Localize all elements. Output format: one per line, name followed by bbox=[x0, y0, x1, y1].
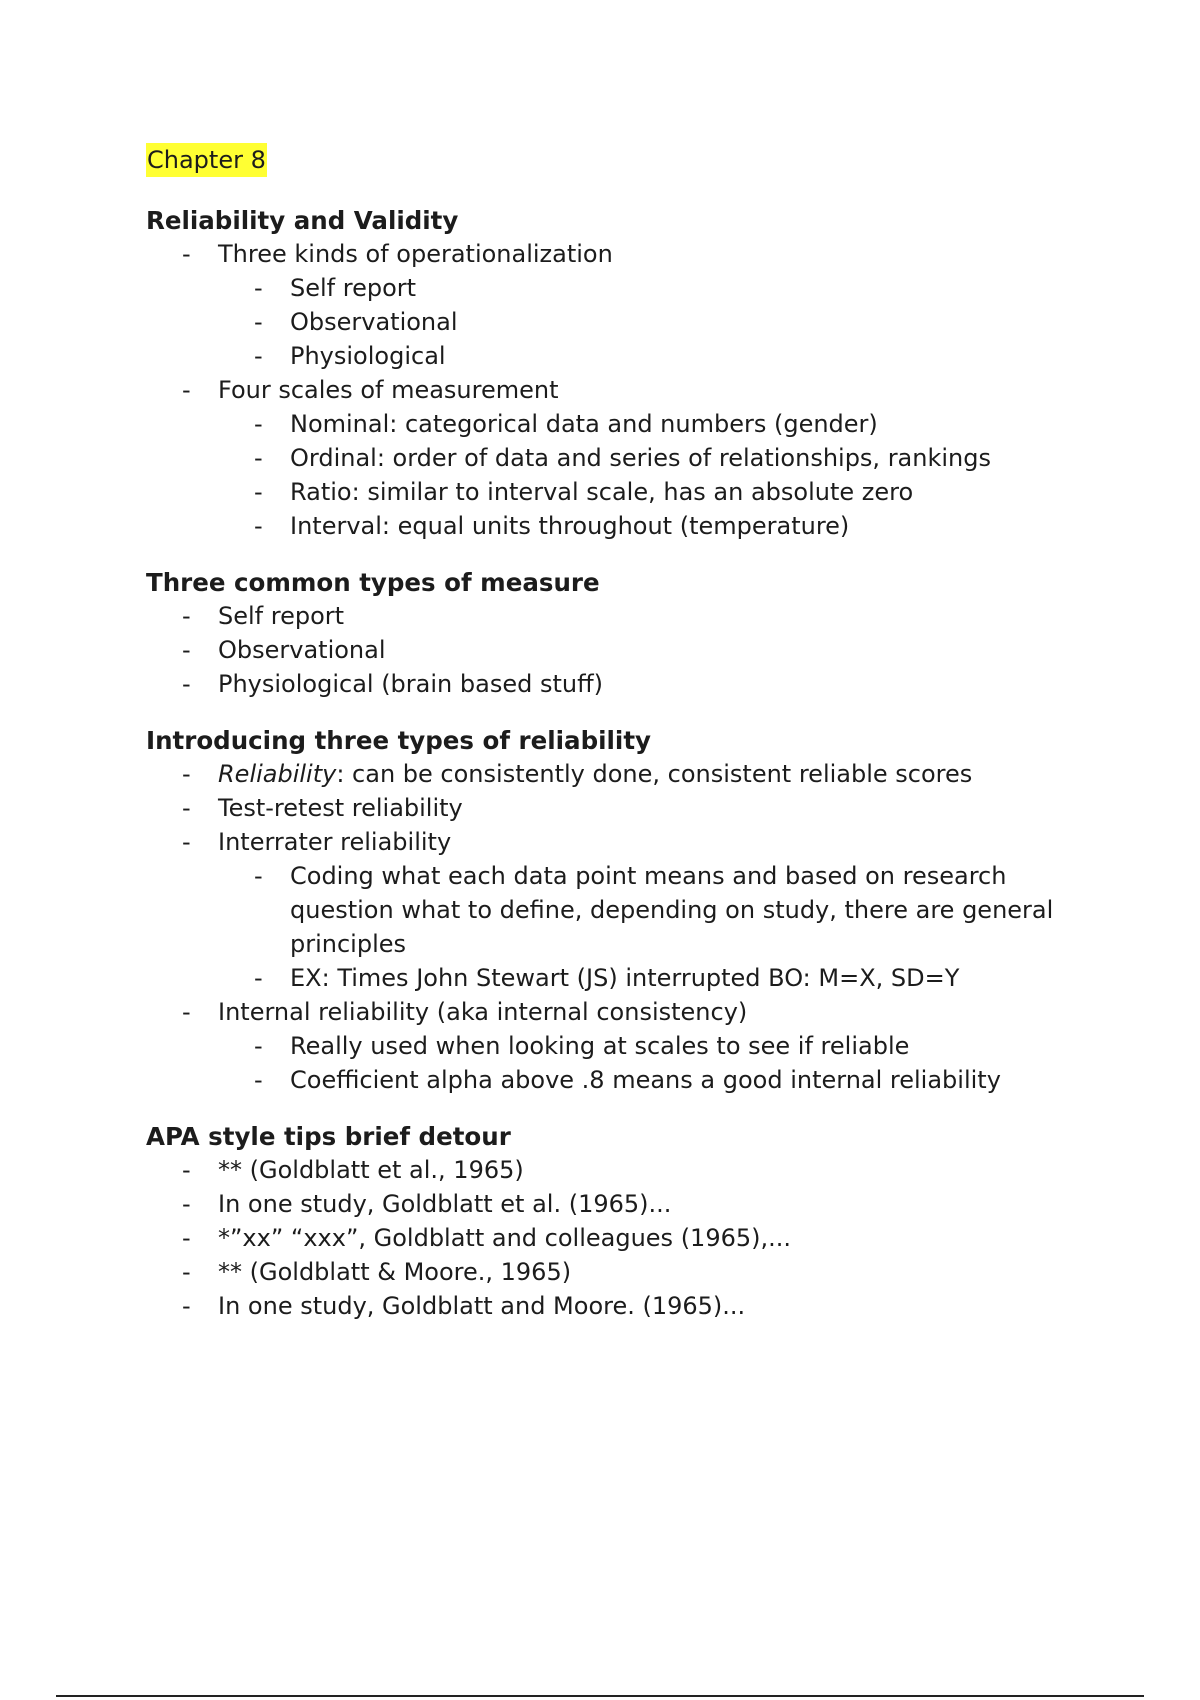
sub-list-item bbox=[146, 961, 1086, 995]
section bbox=[146, 725, 1086, 1097]
list-item-text: Physiological bbox=[290, 342, 446, 370]
list-item-text: Self report bbox=[290, 274, 417, 302]
list-item bbox=[146, 1187, 1086, 1221]
sub-list-item bbox=[146, 859, 1086, 961]
list-item bbox=[146, 1153, 1086, 1187]
sub-list-item bbox=[146, 305, 1086, 339]
document-page bbox=[146, 143, 1086, 1323]
chapter-label: Chapter 8 bbox=[146, 143, 267, 177]
list-item-text: Test-retest reliability bbox=[218, 794, 463, 822]
sub-list-item bbox=[146, 407, 1086, 441]
list-item-text: Four scales of measurement bbox=[218, 376, 559, 404]
list-item-text: Ordinal: order of data and series of relationships, rankings bbox=[290, 444, 991, 472]
list-item bbox=[146, 599, 1086, 633]
section-heading: Introducing three types of reliability bbox=[146, 726, 652, 755]
list-item-text: Self report bbox=[218, 602, 345, 630]
section-heading: Reliability and Validity bbox=[146, 206, 459, 235]
page-bottom-rule bbox=[56, 1695, 1144, 1697]
list-item-text: Coefficient alpha above .8 means a good internal reliability bbox=[290, 1066, 1001, 1094]
list-item-text: Nominal: categorical data and numbers (gender) bbox=[290, 410, 878, 438]
list-item-text: In one study, Goldblatt et al. (1965)... bbox=[218, 1190, 672, 1218]
list-item-text: : can be consistently done, consistent reliable scores bbox=[336, 760, 973, 788]
sub-list-item bbox=[146, 339, 1086, 373]
list-item bbox=[146, 1255, 1086, 1289]
list-item bbox=[146, 757, 1086, 791]
sub-list-item bbox=[146, 1063, 1086, 1097]
list-item-text: In one study, Goldblatt and Moore. (1965)... bbox=[218, 1292, 746, 1320]
sub-list-item bbox=[146, 509, 1086, 543]
bullet-list bbox=[146, 237, 1086, 543]
list-item-text: Physiological (brain based stuff) bbox=[218, 670, 603, 698]
section-heading: Three common types of measure bbox=[146, 568, 600, 597]
list-item bbox=[146, 237, 1086, 271]
list-item-text: Three kinds of operationalization bbox=[218, 240, 613, 268]
section bbox=[146, 1121, 1086, 1323]
list-item bbox=[146, 667, 1086, 701]
term-emphasis: Reliability bbox=[218, 760, 337, 788]
list-item-text: Interval: equal units throughout (temperature) bbox=[290, 512, 850, 540]
list-item-text: ** (Goldblatt & Moore., 1965) bbox=[218, 1258, 572, 1286]
bullet-list bbox=[146, 757, 1086, 1097]
list-item-text: Observational bbox=[290, 308, 458, 336]
list-item-text: Really used when looking at scales to see if reliable bbox=[290, 1032, 910, 1060]
list-item bbox=[146, 1289, 1086, 1323]
list-item bbox=[146, 995, 1086, 1029]
list-item-text: *”xx” “xxx”, Goldblatt and colleagues (1965),... bbox=[218, 1224, 792, 1252]
list-item bbox=[146, 825, 1086, 859]
list-item-text: Internal reliability (aka internal consistency) bbox=[218, 998, 748, 1026]
section-heading: APA style tips brief detour bbox=[146, 1122, 511, 1151]
sub-list-item bbox=[146, 271, 1086, 305]
list-item-text: EX: Times John Stewart (JS) interrupted BO: M=X, SD=Y bbox=[290, 964, 960, 992]
list-item-text: Ratio: similar to interval scale, has an absolute zero bbox=[290, 478, 914, 506]
list-item bbox=[146, 791, 1086, 825]
list-item bbox=[146, 373, 1086, 407]
sub-list-item bbox=[146, 441, 1086, 475]
list-item-text: ** (Goldblatt et al., 1965) bbox=[218, 1156, 524, 1184]
sub-list-item bbox=[146, 475, 1086, 509]
section bbox=[146, 567, 1086, 701]
list-item-text: Observational bbox=[218, 636, 386, 664]
sub-list-item bbox=[146, 1029, 1086, 1063]
list-item bbox=[146, 633, 1086, 667]
bullet-list bbox=[146, 1153, 1086, 1323]
notes-body bbox=[146, 205, 1086, 1323]
section bbox=[146, 205, 1086, 543]
bullet-list bbox=[146, 599, 1086, 701]
list-item bbox=[146, 1221, 1086, 1255]
list-item-text: Interrater reliability bbox=[218, 828, 452, 856]
list-item-text: Coding what each data point means and based on research question what to define, depending on study, there are general principles bbox=[290, 862, 1054, 958]
